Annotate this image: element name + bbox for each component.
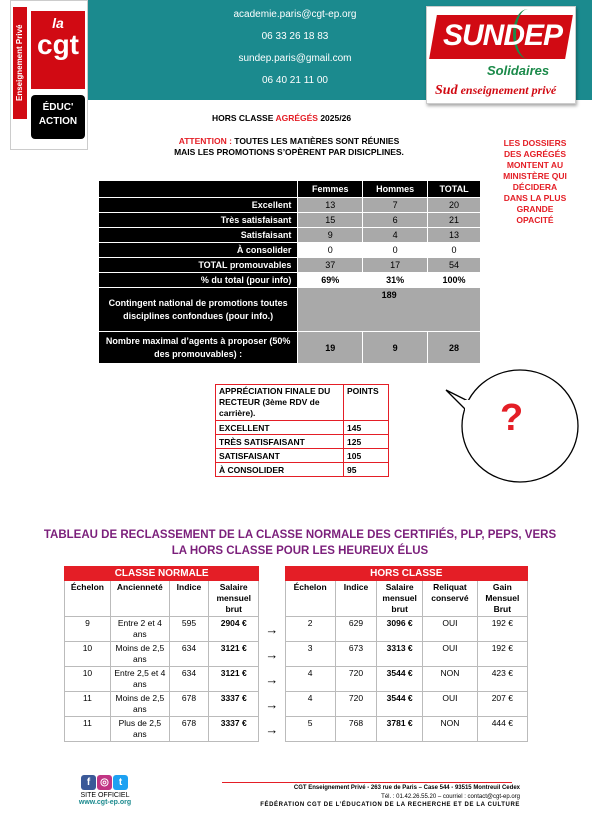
stats-header-row bbox=[99, 181, 481, 198]
group-classe-normale: CLASSE NORMALE bbox=[65, 567, 259, 581]
cgt-logo-block bbox=[31, 11, 85, 89]
row-label: Excellent bbox=[99, 198, 298, 213]
contact-email-2[interactable]: sundep.paris@gmail.com bbox=[238, 53, 352, 64]
cell: 595 bbox=[169, 617, 208, 642]
site-url[interactable]: www.cgt-ep.org bbox=[78, 799, 132, 806]
arrow-right-icon: → bbox=[265, 646, 279, 662]
title-highlight: AGRÉGÉS bbox=[275, 113, 318, 123]
cell: 13 bbox=[298, 198, 363, 213]
cell: 720 bbox=[335, 667, 376, 692]
cell: 4 bbox=[363, 228, 428, 243]
cell: 7 bbox=[363, 198, 428, 213]
gap bbox=[259, 567, 285, 581]
sud-text bbox=[435, 83, 556, 99]
site-label: SITE OFFICIEL bbox=[80, 792, 130, 799]
table-row bbox=[216, 421, 389, 435]
cell: 0 bbox=[428, 243, 481, 258]
page-title bbox=[212, 113, 351, 123]
col-salaire-hc: Salaire mensuel brut bbox=[377, 581, 423, 617]
cell: 31% bbox=[363, 273, 428, 288]
col-gain: Gain Mensuel Brut bbox=[477, 581, 527, 617]
cell: 9 bbox=[65, 617, 111, 642]
cell: 17 bbox=[363, 258, 428, 273]
table-row bbox=[216, 435, 389, 449]
table-row bbox=[65, 717, 528, 742]
cell: 2904 € bbox=[209, 617, 259, 642]
row-label: À consolider bbox=[99, 243, 298, 258]
cell: 95 bbox=[344, 463, 389, 477]
table-row bbox=[99, 288, 481, 332]
table-row bbox=[99, 243, 481, 258]
sundep-text: SUNDEP bbox=[443, 19, 563, 52]
contingent-label: Contingent national de promotions toutes disciplines confondues (pour info.) bbox=[99, 288, 298, 332]
row-label: % du total (pour info) bbox=[99, 273, 298, 288]
cell: 11 bbox=[65, 692, 111, 717]
table-row bbox=[216, 449, 389, 463]
cell: 105 bbox=[344, 449, 389, 463]
row-label: Satisfaisant bbox=[99, 228, 298, 243]
cell: 678 bbox=[169, 717, 208, 742]
reclass-group-row bbox=[65, 567, 528, 581]
cell: NON bbox=[423, 717, 478, 742]
logo-cgt: cgt bbox=[37, 29, 79, 60]
cell: TRÈS SATISFAISANT bbox=[216, 435, 344, 449]
cell: 3544 € bbox=[377, 667, 423, 692]
col-indice: Indice bbox=[169, 581, 208, 617]
title-prefix: HORS CLASSE bbox=[212, 113, 276, 123]
cell: 3 bbox=[285, 642, 335, 667]
arrow-right-icon: → bbox=[265, 721, 279, 737]
cell: 125 bbox=[344, 435, 389, 449]
cell: 11 bbox=[65, 717, 111, 742]
group-hors-classe: HORS CLASSE bbox=[285, 567, 527, 581]
cell: 768 bbox=[335, 717, 376, 742]
table-row bbox=[216, 463, 389, 477]
cell: 207 € bbox=[477, 692, 527, 717]
cell: 423 € bbox=[477, 667, 527, 692]
cell: Moins de 2,5 ans bbox=[110, 642, 169, 667]
table-row bbox=[65, 617, 528, 642]
cell: 3121 € bbox=[209, 667, 259, 692]
cell: 2 bbox=[285, 617, 335, 642]
row-label: TOTAL promouvables bbox=[99, 258, 298, 273]
cell: 3313 € bbox=[377, 642, 423, 667]
attention-note bbox=[170, 136, 408, 158]
cell: 145 bbox=[344, 421, 389, 435]
cell: OUI bbox=[423, 692, 478, 717]
table-row bbox=[65, 667, 528, 692]
contact-email-1[interactable]: academie.paris@cgt-ep.org bbox=[233, 9, 357, 20]
arrow-right-icon: → bbox=[265, 621, 279, 637]
arrow-right-icon: → bbox=[265, 696, 279, 712]
cell: 3337 € bbox=[209, 692, 259, 717]
col-anciennete: Ancienneté bbox=[110, 581, 169, 617]
cell: 21 bbox=[428, 213, 481, 228]
sud-big: Sud bbox=[435, 83, 458, 98]
attention-label: ATTENTION : bbox=[178, 136, 232, 146]
cell: 673 bbox=[335, 642, 376, 667]
reclass-table bbox=[64, 566, 528, 742]
social-icons bbox=[70, 775, 140, 790]
cell: 15 bbox=[298, 213, 363, 228]
facebook-icon[interactable]: f bbox=[81, 775, 96, 790]
contact-phone-1: 06 33 26 18 83 bbox=[261, 31, 329, 42]
table-row bbox=[99, 213, 481, 228]
cell: SATISFAISANT bbox=[216, 449, 344, 463]
cell: 37 bbox=[298, 258, 363, 273]
educ-line1: ÉDUC' bbox=[42, 102, 74, 113]
cell: 19 bbox=[298, 332, 363, 364]
table-row bbox=[99, 332, 481, 364]
row-label: Très satisfaisant bbox=[99, 213, 298, 228]
footer-address bbox=[200, 784, 520, 810]
cell: 6 bbox=[363, 213, 428, 228]
reclass-title: TABLEAU DE RECLASSEMENT DE LA CLASSE NORMALE DES CERTIFIÉS, PLP, PEPS, VERS LA HORS CLASSE POUR LES HEUREUX ÉLUS bbox=[43, 529, 557, 557]
cell: 678 bbox=[169, 692, 208, 717]
footer-divider bbox=[222, 782, 512, 783]
instagram-icon[interactable]: ◎ bbox=[97, 775, 112, 790]
cell: Plus de 2,5 ans bbox=[110, 717, 169, 742]
educ-line2: ACTION bbox=[38, 116, 78, 127]
cell: 720 bbox=[335, 692, 376, 717]
cell: 3121 € bbox=[209, 642, 259, 667]
promotion-stats-table bbox=[98, 180, 481, 364]
sundep-logo bbox=[426, 6, 576, 104]
cell: 4 bbox=[285, 692, 335, 717]
stats-header-hommes: Hommes bbox=[363, 181, 428, 198]
maximal-label: Nombre maximal d’agents à proposer (50% des promouvables) : bbox=[99, 332, 298, 364]
cell: 20 bbox=[428, 198, 481, 213]
points-header-points: POINTS bbox=[344, 385, 389, 421]
reclass-header-row bbox=[65, 581, 528, 617]
stats-header-total: TOTAL bbox=[428, 181, 481, 198]
twitter-icon[interactable]: t bbox=[113, 775, 128, 790]
cell: NON bbox=[423, 667, 478, 692]
col-echelon: Échelon bbox=[65, 581, 111, 617]
sud-small: enseignement privé bbox=[457, 83, 557, 97]
cell: 100% bbox=[428, 273, 481, 288]
cell: OUI bbox=[423, 642, 478, 667]
attention-text: TOUTES LES MATIÈRES SONT RÉUNIES MAIS LES PROMOTIONS S’OPÈRENT PAR DISICPLINES. bbox=[174, 136, 404, 157]
arrow-right-icon: → bbox=[265, 671, 279, 687]
footer-line2: Tél. : 01.42.26.55.20 – courriel : contact@cgt-ep.org bbox=[381, 793, 520, 800]
side-note: LES DOSSIERS DES AGRÉGÉS MONTENT AU MINISTÈRE QUI DÉCIDERA DANS LA PLUS GRANDE OPACITÉ bbox=[503, 138, 567, 225]
table-row bbox=[99, 198, 481, 213]
cell: 3544 € bbox=[377, 692, 423, 717]
cell: 634 bbox=[169, 642, 208, 667]
contact-phone-2: 06 40 21 11 00 bbox=[262, 75, 328, 86]
cell: 629 bbox=[335, 617, 376, 642]
question-mark: ? bbox=[500, 397, 524, 439]
footer-line1: CGT Enseignement Privé - 263 rue de Paris – Case 544 - 93515 Montreuil Cedex bbox=[293, 785, 520, 791]
cell: 9 bbox=[363, 332, 428, 364]
table-row bbox=[99, 273, 481, 288]
cell: 444 € bbox=[477, 717, 527, 742]
table-row bbox=[99, 228, 481, 243]
cell: 0 bbox=[363, 243, 428, 258]
contingent-value: 189 bbox=[298, 288, 481, 332]
cell: 54 bbox=[428, 258, 481, 273]
logo-side-text: Enseignement Privé bbox=[13, 7, 27, 119]
cell: 3781 € bbox=[377, 717, 423, 742]
cell: Entre 2 et 4 ans bbox=[110, 617, 169, 642]
cell: 0 bbox=[298, 243, 363, 258]
cell: 10 bbox=[65, 642, 111, 667]
stats-corner bbox=[99, 181, 298, 198]
stats-header-femmes: Femmes bbox=[298, 181, 363, 198]
title-suffix: 2025/26 bbox=[317, 113, 352, 123]
educaction-logo bbox=[31, 95, 85, 139]
cell: Entre 2,5 et 4 ans bbox=[110, 667, 169, 692]
table-row bbox=[65, 692, 528, 717]
points-table bbox=[215, 384, 389, 477]
cell: 28 bbox=[428, 332, 481, 364]
solidaires-text: Solidaires bbox=[487, 63, 550, 78]
cell: Moins de 2,5 ans bbox=[110, 692, 169, 717]
cell: 3337 € bbox=[209, 717, 259, 742]
cgt-educaction-logo bbox=[10, 0, 88, 150]
cell: 192 € bbox=[477, 617, 527, 642]
cell: 4 bbox=[285, 667, 335, 692]
points-header-label: APPRÉCIATION FINALE DU RECTEUR (3ème RDV de carrière). bbox=[216, 385, 344, 421]
table-row bbox=[99, 258, 481, 273]
cell: OUI bbox=[423, 617, 478, 642]
points-header-row bbox=[216, 385, 389, 421]
cell: 9 bbox=[298, 228, 363, 243]
social-block bbox=[70, 775, 140, 806]
footer-line3: FÉDÉRATION CGT DE L’ÉDUCATION DE LA RECHERCHE ET DE LA CULTURE bbox=[260, 802, 520, 808]
cell: À CONSOLIDER bbox=[216, 463, 344, 477]
col-echelon-hc: Échelon bbox=[285, 581, 335, 617]
table-row bbox=[65, 642, 528, 667]
cell: 3096 € bbox=[377, 617, 423, 642]
cell: 192 € bbox=[477, 642, 527, 667]
cell: 5 bbox=[285, 717, 335, 742]
logo-la: la bbox=[52, 15, 64, 31]
col-reliquat: Reliquat conservé bbox=[423, 581, 478, 617]
cell: 10 bbox=[65, 667, 111, 692]
col-indice-hc: Indice bbox=[335, 581, 376, 617]
gap bbox=[259, 581, 285, 617]
cell: 69% bbox=[298, 273, 363, 288]
cell: 634 bbox=[169, 667, 208, 692]
cell: EXCELLENT bbox=[216, 421, 344, 435]
cell: 13 bbox=[428, 228, 481, 243]
col-salaire: Salaire mensuel brut bbox=[209, 581, 259, 617]
